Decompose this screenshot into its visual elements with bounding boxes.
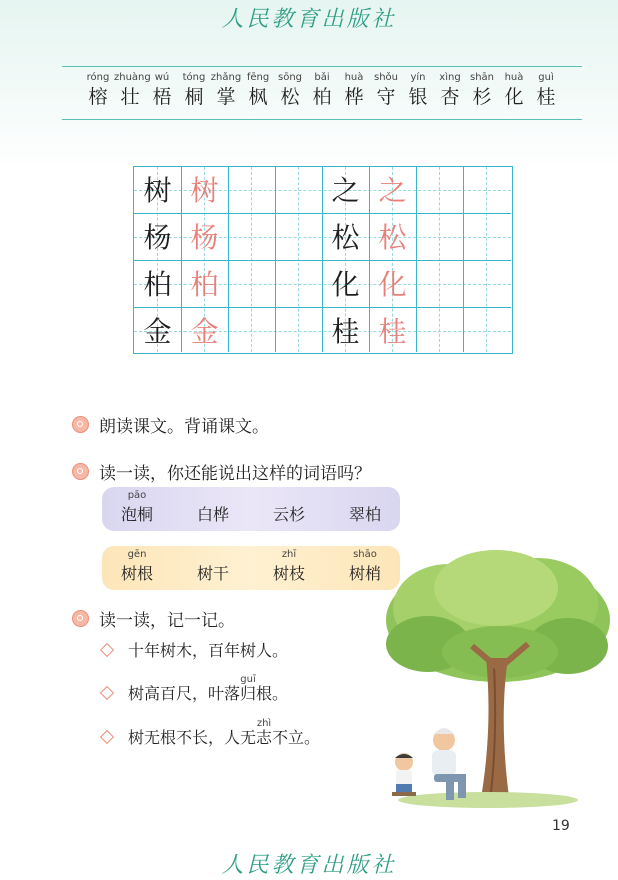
grid-char-trace: 化 [378, 268, 407, 301]
ruby-hanzi: 志 [256, 728, 273, 747]
word-text: 云杉 [272, 505, 305, 524]
character-pinyin: tóng [182, 72, 206, 83]
character-item [530, 72, 562, 110]
character-hanzi: 桦 [344, 86, 364, 108]
exercise-badge-icon [72, 610, 89, 627]
character-pinyin: fēng [246, 72, 270, 83]
exercise-2 [72, 459, 371, 484]
word-item [330, 487, 400, 527]
character-pinyin: shān [469, 72, 494, 83]
word-pinyin [330, 489, 400, 503]
character-pinyin: wú [154, 72, 170, 83]
word-text: 树干 [196, 564, 229, 583]
character-item [370, 72, 402, 110]
word-item [102, 546, 172, 586]
grid-char-trace: 之 [378, 174, 407, 207]
grid-char-trace: 松 [378, 221, 407, 254]
character-hanzi: 柏 [312, 86, 332, 108]
word-band-tree-parts [102, 546, 400, 590]
proverb-text-before: 树高百尺，叶落 [128, 684, 241, 703]
character-hanzi: 掌 [216, 86, 236, 108]
character-pinyin: shǒu [373, 72, 398, 83]
word-text: 树枝 [272, 564, 305, 583]
new-characters-bar [62, 66, 582, 120]
diamond-bullet-icon [100, 643, 114, 657]
character-pinyin: zhuàng [114, 72, 151, 83]
character-item [242, 72, 274, 110]
grid-char-model: 柏 [143, 268, 172, 301]
exercise-badge-icon [72, 463, 89, 480]
character-pinyin: róng [86, 72, 110, 83]
grid-char-model: 化 [331, 268, 360, 301]
character-item [274, 72, 306, 110]
grid-char-trace: 杨 [190, 221, 219, 254]
exercise-badge-icon [72, 416, 89, 433]
character-item [338, 72, 370, 110]
diamond-bullet-icon [100, 730, 114, 744]
character-hanzi: 桐 [184, 86, 204, 108]
character-hanzi: 枫 [248, 86, 268, 108]
character-item [466, 72, 498, 110]
exercise-3-text: 读一读，记一记。 [99, 611, 235, 631]
grid-char-trace: 桂 [378, 315, 407, 348]
grid-char-trace: 柏 [190, 268, 219, 301]
word-item [178, 487, 248, 527]
character-hanzi: 守 [376, 86, 396, 108]
word-pinyin: zhī [281, 549, 297, 560]
ruby-pinyin: guī [240, 674, 256, 685]
proverb-text [128, 674, 289, 705]
exercise-1 [72, 412, 269, 437]
word-item [254, 546, 324, 586]
character-item [146, 72, 178, 110]
character-hanzi: 化 [504, 86, 524, 108]
character-pinyin: huà [504, 72, 524, 83]
character-hanzi: 杉 [472, 86, 492, 108]
proverb-1 [102, 640, 288, 662]
word-pinyin [254, 489, 324, 503]
grid-char-model: 之 [331, 174, 360, 207]
grid-char-model: 松 [331, 221, 360, 254]
word-item [102, 487, 172, 527]
word-text: 树根 [120, 564, 153, 583]
proverb-text [128, 718, 321, 749]
ruby-char [240, 674, 257, 705]
ruby-pinyin: zhì [256, 718, 272, 729]
diamond-bullet-icon [100, 686, 114, 700]
character-pinyin: yín [410, 72, 426, 83]
grid-char-trace: 金 [190, 315, 219, 348]
character-item [402, 72, 434, 110]
character-pinyin: sōng [277, 72, 302, 83]
grid-char-trace: 树 [190, 174, 219, 207]
grid-char-model: 桂 [331, 315, 360, 348]
word-item [254, 487, 324, 527]
proverb-text-after: 根。 [256, 684, 289, 703]
ruby-hanzi: 归 [240, 684, 257, 703]
word-pinyin: gēn [127, 549, 147, 560]
character-item [82, 72, 114, 110]
character-hanzi: 杏 [440, 86, 460, 108]
proverb-3 [102, 718, 321, 749]
character-item [434, 72, 466, 110]
page-number: 19 [552, 818, 570, 834]
publisher-logo-top: 人民教育出版社 [221, 7, 397, 32]
character-item [306, 72, 338, 110]
character-hanzi: 桂 [536, 86, 556, 108]
character-pinyin: xìng [439, 72, 461, 83]
character-item [178, 72, 210, 110]
character-pinyin: guì [538, 72, 554, 83]
exercise-3 [72, 606, 235, 631]
publisher-logo-bottom: 人民教育出版社 [221, 853, 397, 878]
character-hanzi: 银 [408, 86, 428, 108]
proverb-text-before: 树无根不长，人无 [128, 728, 257, 747]
word-text: 白桦 [196, 505, 229, 524]
word-item [178, 546, 248, 586]
character-hanzi: 榕 [88, 86, 108, 108]
proverb-text: 十年树木，百年树人。 [128, 641, 289, 660]
grid-char-model: 金 [143, 315, 172, 348]
character-pinyin: zhǎng [210, 72, 242, 83]
tree-illustration [368, 548, 618, 810]
character-pinyin: bǎi [314, 72, 330, 83]
exercise-2-text: 读一读，你还能说出这样的词语吗？ [99, 464, 371, 484]
character-hanzi: 松 [280, 86, 300, 108]
grid-char-model: 树 [143, 174, 172, 207]
character-item [210, 72, 242, 110]
character-item [498, 72, 530, 110]
character-pinyin: huà [344, 72, 364, 83]
character-hanzi: 壮 [120, 86, 140, 108]
word-pinyin [178, 548, 248, 562]
word-pinyin: shāo [353, 549, 377, 560]
character-item [114, 72, 151, 110]
exercise-1-text: 朗读课文。背诵课文。 [99, 417, 269, 437]
character-hanzi: 梧 [152, 86, 172, 108]
word-text: 泡桐 [120, 505, 153, 524]
ruby-char [256, 718, 273, 749]
word-pinyin: pāo [127, 490, 147, 501]
grid-char-model: 杨 [143, 221, 172, 254]
proverb-text-after: 不立。 [272, 728, 321, 747]
proverb-2 [102, 674, 289, 705]
character-row [82, 72, 562, 110]
word-text: 树梢 [348, 564, 381, 583]
word-band-trees [102, 487, 400, 531]
word-pinyin [178, 489, 248, 503]
word-text: 翠柏 [348, 505, 381, 524]
writing-grid [133, 166, 513, 354]
